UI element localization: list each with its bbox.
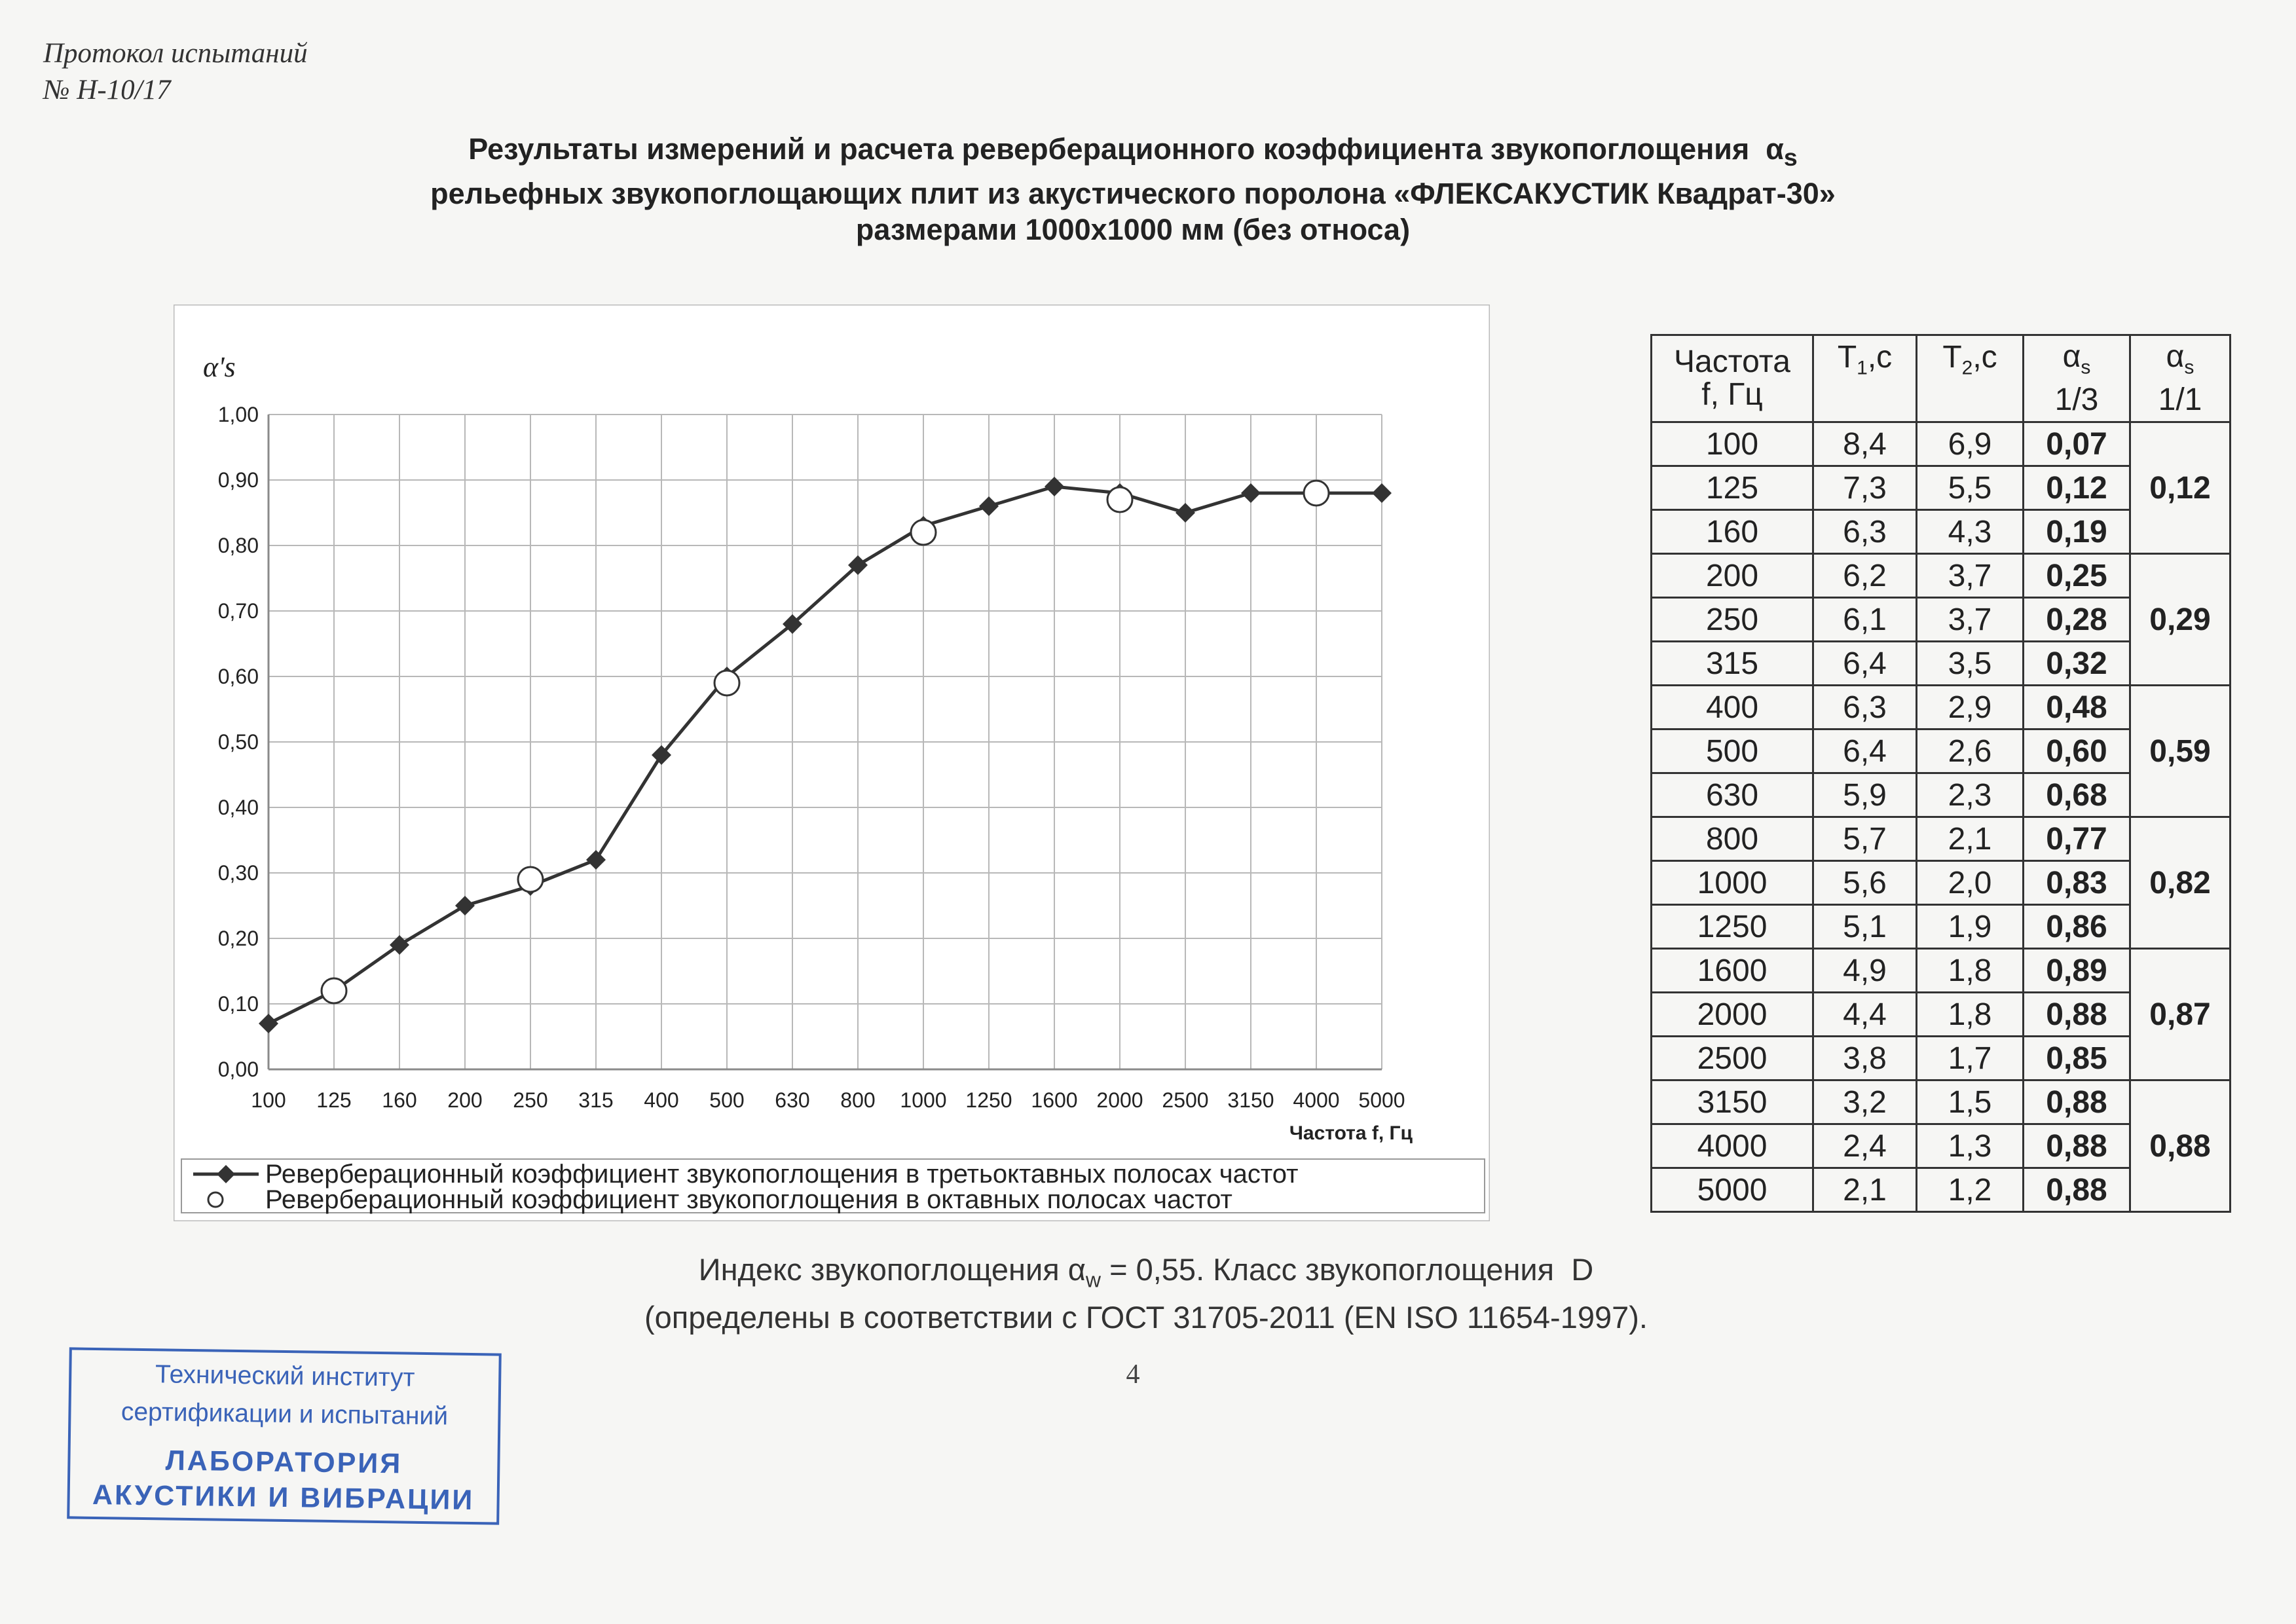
protocol-header — [43, 35, 308, 109]
y-tick-label: 0,30 — [217, 861, 259, 885]
header-t1 — [1813, 335, 1917, 422]
cell-alpha-third-octave: 0,83 — [2024, 861, 2130, 905]
cell-t1: 2,1 — [1813, 1168, 1917, 1212]
point-octave — [1304, 481, 1329, 506]
cell-alpha-third-octave: 0,89 — [2024, 949, 2130, 993]
x-tick-label: 2500 — [1162, 1088, 1209, 1112]
cell-alpha-third-octave: 0,07 — [2024, 422, 2130, 466]
cell-frequency: 250 — [1652, 598, 1813, 642]
cell-alpha-third-octave: 0,48 — [2024, 686, 2130, 729]
stamp-line-1: Технический институт — [155, 1360, 415, 1392]
index-line-1-pre: Индекс звукопоглощения α — [698, 1252, 1086, 1287]
title-line-1-text: Результаты измерений и расчета реверберационного коэффициента звукопоглощения — [468, 132, 1750, 166]
header-t1-sub: 1 — [1857, 357, 1868, 379]
cell-t1: 5,6 — [1813, 861, 1917, 905]
header-alpha-octave — [2130, 335, 2231, 422]
x-tick-label: 2000 — [1096, 1088, 1143, 1112]
cell-t1: 2,4 — [1813, 1124, 1917, 1168]
x-tick-label: 250 — [513, 1088, 548, 1112]
cell-t2: 2,0 — [1917, 861, 2024, 905]
cell-t2: 3,7 — [1917, 598, 2024, 642]
page-title — [249, 131, 2017, 248]
cell-alpha-third-octave: 0,88 — [2024, 1168, 2130, 1212]
title-alpha-symbol: α — [1766, 132, 1784, 166]
index-line-1 — [458, 1251, 1834, 1299]
point-octave — [911, 520, 936, 545]
cell-alpha-third-octave: 0,77 — [2024, 817, 2130, 861]
cell-alpha-octave: 0,29 — [2130, 554, 2231, 686]
cell-alpha-third-octave: 0,32 — [2024, 642, 2130, 686]
cell-t1: 6,2 — [1813, 554, 1917, 598]
cell-alpha-third-octave: 0,12 — [2024, 466, 2130, 510]
x-tick-label: 1250 — [965, 1088, 1012, 1112]
cell-alpha-third-octave: 0,85 — [2024, 1037, 2130, 1080]
table-row — [1652, 686, 2231, 729]
table-header-row — [1652, 335, 2231, 422]
cell-t1: 5,1 — [1813, 905, 1917, 949]
table-row — [1652, 554, 2231, 598]
header-a1-sub: s — [2184, 356, 2194, 378]
table-row — [1652, 949, 2231, 993]
cell-t2: 4,3 — [1917, 510, 2024, 554]
point-octave — [714, 671, 739, 695]
x-tick-label: 5000 — [1358, 1088, 1405, 1112]
title-alpha-sub: s — [1783, 143, 1798, 171]
absorption-chart — [174, 304, 1490, 1221]
cell-t1: 3,8 — [1813, 1037, 1917, 1080]
cell-frequency: 315 — [1652, 642, 1813, 686]
y-axis-label: α's — [203, 351, 236, 383]
stamp-line-4: АКУСТИКИ И ВИБРАЦИИ — [92, 1479, 475, 1517]
cell-t2: 3,5 — [1917, 642, 2024, 686]
x-axis-label: Частота f, Гц — [1289, 1122, 1413, 1144]
y-tick-label: 0,90 — [217, 468, 259, 492]
cell-t1: 5,9 — [1813, 773, 1917, 817]
cell-frequency: 400 — [1652, 686, 1813, 729]
header-alpha-third-octave — [2024, 335, 2130, 422]
chart-legend — [181, 1159, 1485, 1214]
title-line-1 — [249, 131, 2017, 175]
cell-t2: 2,1 — [1917, 817, 2024, 861]
header-t1-sym: T — [1837, 340, 1857, 375]
x-tick-label: 4000 — [1293, 1088, 1340, 1112]
cell-frequency: 500 — [1652, 729, 1813, 773]
cell-t2: 6,9 — [1917, 422, 2024, 466]
y-tick-label: 0,00 — [217, 1058, 259, 1081]
cell-frequency: 100 — [1652, 422, 1813, 466]
cell-t2: 1,5 — [1917, 1080, 2024, 1124]
cell-t1: 6,4 — [1813, 642, 1917, 686]
legend-label-octave: Реверберационный коэффициент звукопоглощения в октавных полосах частот — [265, 1185, 1232, 1214]
x-tick-label: 315 — [578, 1088, 614, 1112]
cell-alpha-octave: 0,12 — [2130, 422, 2231, 554]
y-tick-label: 0,80 — [217, 534, 259, 557]
header-a1-sym: α — [2166, 339, 2185, 374]
stamp-line-3: ЛАБОРАТОРИЯ — [165, 1445, 403, 1480]
cell-alpha-third-octave: 0,28 — [2024, 598, 2130, 642]
chart-frame — [174, 304, 1490, 1221]
protocol-title: Протокол испытаний — [43, 38, 308, 69]
cell-frequency: 5000 — [1652, 1168, 1813, 1212]
cell-t2: 1,2 — [1917, 1168, 2024, 1212]
legend-marker-octave — [208, 1192, 223, 1207]
point-octave — [1107, 487, 1132, 512]
cell-alpha-third-octave: 0,60 — [2024, 729, 2130, 773]
x-tick-label: 400 — [644, 1088, 679, 1112]
cell-frequency: 200 — [1652, 554, 1813, 598]
y-tick-label: 0,40 — [217, 796, 259, 819]
index-line-1-post: = 0,55. Класс звукопоглощения D — [1101, 1252, 1594, 1287]
cell-t1: 6,3 — [1813, 686, 1917, 729]
cell-alpha-third-octave: 0,88 — [2024, 993, 2130, 1037]
index-line-2: (определены в соответствии с ГОСТ 31705-2011 (EN ISO 11654-1997). — [644, 1300, 1648, 1335]
cell-alpha-third-octave: 0,19 — [2024, 510, 2130, 554]
cell-t2: 2,9 — [1917, 686, 2024, 729]
cell-t1: 8,4 — [1813, 422, 1917, 466]
cell-t2: 1,7 — [1917, 1037, 2024, 1080]
x-tick-label: 125 — [316, 1088, 352, 1112]
table-body — [1652, 422, 2231, 1212]
cell-frequency: 630 — [1652, 773, 1813, 817]
cell-alpha-third-octave: 0,68 — [2024, 773, 2130, 817]
y-tick-label: 0,50 — [217, 730, 259, 754]
cell-t2: 1,8 — [1917, 949, 2024, 993]
header-a3-line2: 1/3 — [2054, 382, 2099, 418]
cell-t2: 5,5 — [1917, 466, 2024, 510]
cell-t1: 7,3 — [1813, 466, 1917, 510]
cell-t2: 1,8 — [1917, 993, 2024, 1037]
x-tick-label: 800 — [840, 1088, 876, 1112]
y-tick-label: 0,70 — [217, 599, 259, 623]
y-tick-label: 0,60 — [217, 665, 259, 688]
cell-t1: 5,7 — [1813, 817, 1917, 861]
cell-alpha-third-octave: 0,88 — [2024, 1124, 2130, 1168]
header-frequency-line1: Частота — [1674, 344, 1790, 379]
x-tick-label: 160 — [382, 1088, 417, 1112]
cell-alpha-octave: 0,87 — [2130, 949, 2231, 1080]
cell-t2: 1,9 — [1917, 905, 2024, 949]
header-frequency — [1652, 335, 1813, 422]
table-row — [1652, 422, 2231, 466]
results-table — [1650, 334, 2231, 1213]
title-line-2: рельефных звукопоглощающих плит из акустического поролона «ФЛЕКСАКУСТИК Квадрат-30» — [430, 177, 1836, 210]
cell-alpha-third-octave: 0,88 — [2024, 1080, 2130, 1124]
cell-t1: 6,4 — [1813, 729, 1917, 773]
x-tick-label: 200 — [447, 1088, 483, 1112]
cell-frequency: 2500 — [1652, 1037, 1813, 1080]
header-t2-suffix: ,c — [1972, 340, 1997, 375]
cell-t2: 2,3 — [1917, 773, 2024, 817]
x-tick-label: 1600 — [1031, 1088, 1078, 1112]
title-line-3: размерами 1000х1000 мм (без относа) — [855, 213, 1411, 246]
cell-frequency: 1600 — [1652, 949, 1813, 993]
header-a1-line2: 1/1 — [2158, 382, 2202, 418]
cell-t1: 4,9 — [1813, 949, 1917, 993]
index-line-1-sub: w — [1085, 1268, 1102, 1292]
y-tick-label: 0,10 — [217, 992, 259, 1016]
cell-t1: 4,4 — [1813, 993, 1917, 1037]
cell-alpha-octave: 0,82 — [2130, 817, 2231, 949]
cell-t2: 2,6 — [1917, 729, 2024, 773]
x-tick-label: 500 — [709, 1088, 745, 1112]
x-tick-label: 3150 — [1227, 1088, 1274, 1112]
cell-t1: 6,1 — [1813, 598, 1917, 642]
header-a3-sub: s — [2081, 356, 2091, 378]
laboratory-stamp — [67, 1347, 502, 1524]
header-t1-suffix: ,c — [1867, 340, 1893, 375]
protocol-number: № Н-10/17 — [43, 75, 171, 105]
cell-frequency: 2000 — [1652, 993, 1813, 1037]
cell-alpha-third-octave: 0,86 — [2024, 905, 2130, 949]
cell-alpha-octave: 0,59 — [2130, 686, 2231, 817]
y-tick-label: 1,00 — [217, 403, 259, 426]
cell-frequency: 125 — [1652, 466, 1813, 510]
legend-label-third-octave: Реверберационный коэффициент звукопоглощения в третьоктавных полосах частот — [265, 1160, 1299, 1189]
point-octave — [322, 978, 346, 1003]
cell-frequency: 1250 — [1652, 905, 1813, 949]
stamp-line-2: сертификации и испытаний — [120, 1397, 449, 1431]
cell-t2: 1,3 — [1917, 1124, 2024, 1168]
x-tick-label: 100 — [251, 1088, 286, 1112]
cell-t1: 6,3 — [1813, 510, 1917, 554]
cell-t1: 3,2 — [1813, 1080, 1917, 1124]
table-row — [1652, 817, 2231, 861]
cell-alpha-third-octave: 0,25 — [2024, 554, 2130, 598]
cell-frequency: 160 — [1652, 510, 1813, 554]
page-number: 4 — [1126, 1359, 1140, 1390]
absorption-index — [458, 1251, 1834, 1337]
y-tick-label: 0,20 — [217, 927, 259, 950]
cell-frequency: 3150 — [1652, 1080, 1813, 1124]
cell-frequency: 1000 — [1652, 861, 1813, 905]
header-a3-sym: α — [2062, 339, 2081, 374]
x-tick-label: 1000 — [900, 1088, 947, 1112]
cell-alpha-octave: 0,88 — [2130, 1080, 2231, 1212]
table-row — [1652, 1080, 2231, 1124]
x-tick-label: 630 — [775, 1088, 810, 1112]
header-t2 — [1917, 335, 2024, 422]
header-frequency-line2: f, Гц — [1701, 377, 1763, 412]
cell-t2: 3,7 — [1917, 554, 2024, 598]
cell-frequency: 800 — [1652, 817, 1813, 861]
header-t2-sub: 2 — [1961, 357, 1973, 379]
header-t2-sym: T — [1942, 340, 1962, 375]
cell-frequency: 4000 — [1652, 1124, 1813, 1168]
point-octave — [518, 867, 543, 892]
